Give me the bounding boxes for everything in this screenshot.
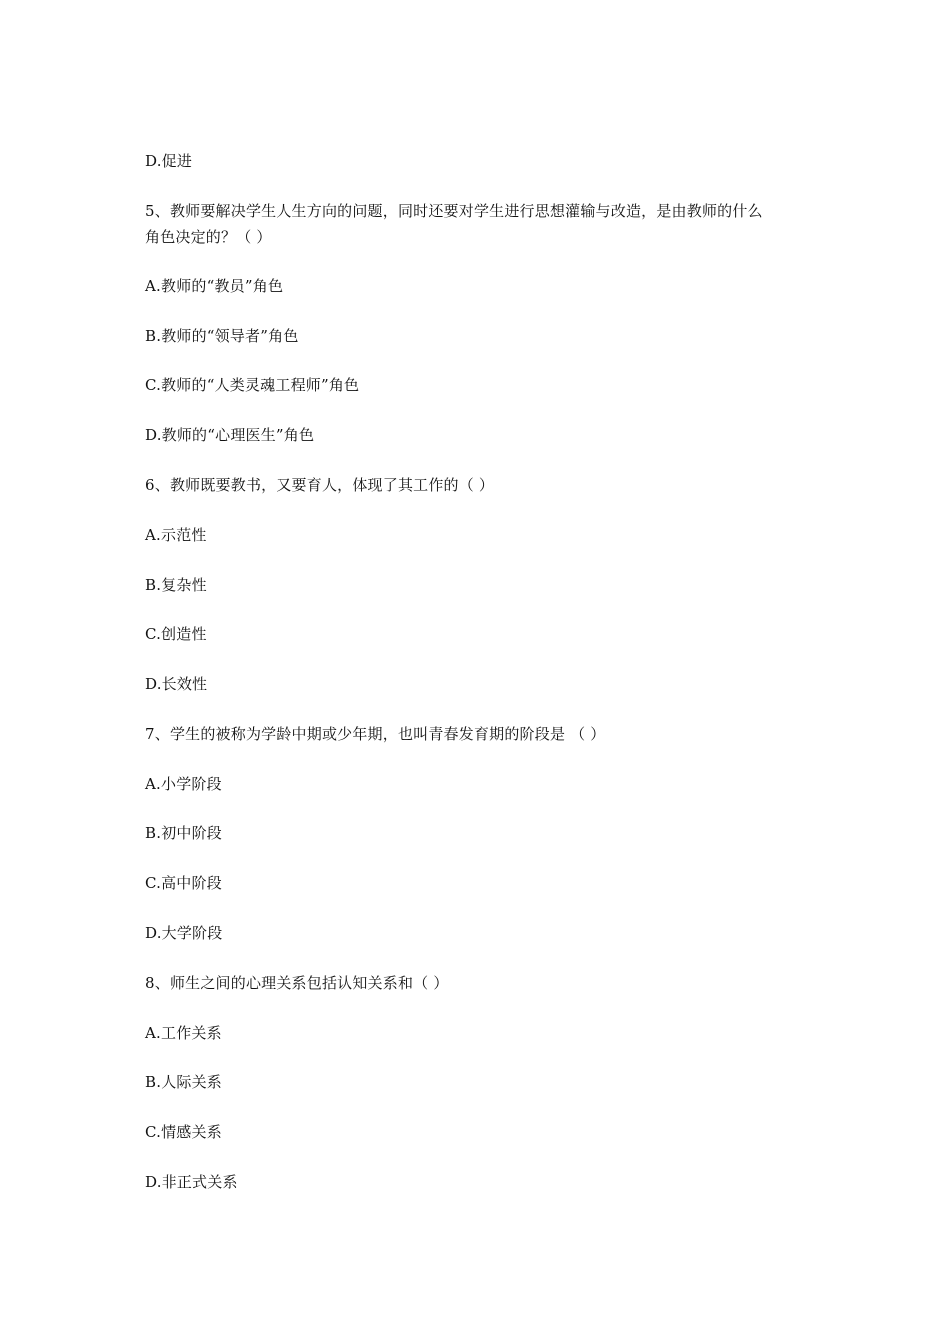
option-6b: B.复杂性 [145,576,207,594]
question-8: 8、师生之间的心理关系包括认知关系和（ ） [145,974,449,992]
question-7: 7、学生的被称为学龄中期或少年期，也叫青春发育期的阶段是 （ ） [145,725,606,743]
option-6d: D.长效性 [145,675,208,693]
option-8d: D.非正式关系 [145,1173,238,1191]
option-6c: C.创造性 [145,625,207,643]
option-8c: C.情感关系 [145,1123,222,1141]
option-7d: D.大学阶段 [145,924,223,942]
option-7b: B.初中阶段 [145,824,222,842]
option-6a: A.示范性 [145,526,207,544]
option-7c: C.高中阶段 [145,874,222,892]
question-5-line-1: 5、教师要解决学生人生方向的问题，同时还要对学生进行思想灌输与改造，是由教师的什么 [145,202,763,220]
option-5d: D.教师的“心理医生”角色 [145,426,315,444]
option-5b: B.教师的“领导者”角色 [145,327,299,345]
option-8b: B.人际关系 [145,1073,222,1091]
option-4d: D.促进 [145,152,193,170]
option-8a: A.工作关系 [145,1024,222,1042]
option-5c: C.教师的“人类灵魂工程师”角色 [145,376,360,394]
option-7a: A.小学阶段 [145,775,222,793]
question-5-line-2: 角色决定的？（ ） [145,228,272,246]
option-5a: A.教师的“教员”角色 [145,277,284,295]
question-6: 6、教师既要教书，又要育人，体现了其工作的（ ） [145,476,495,494]
